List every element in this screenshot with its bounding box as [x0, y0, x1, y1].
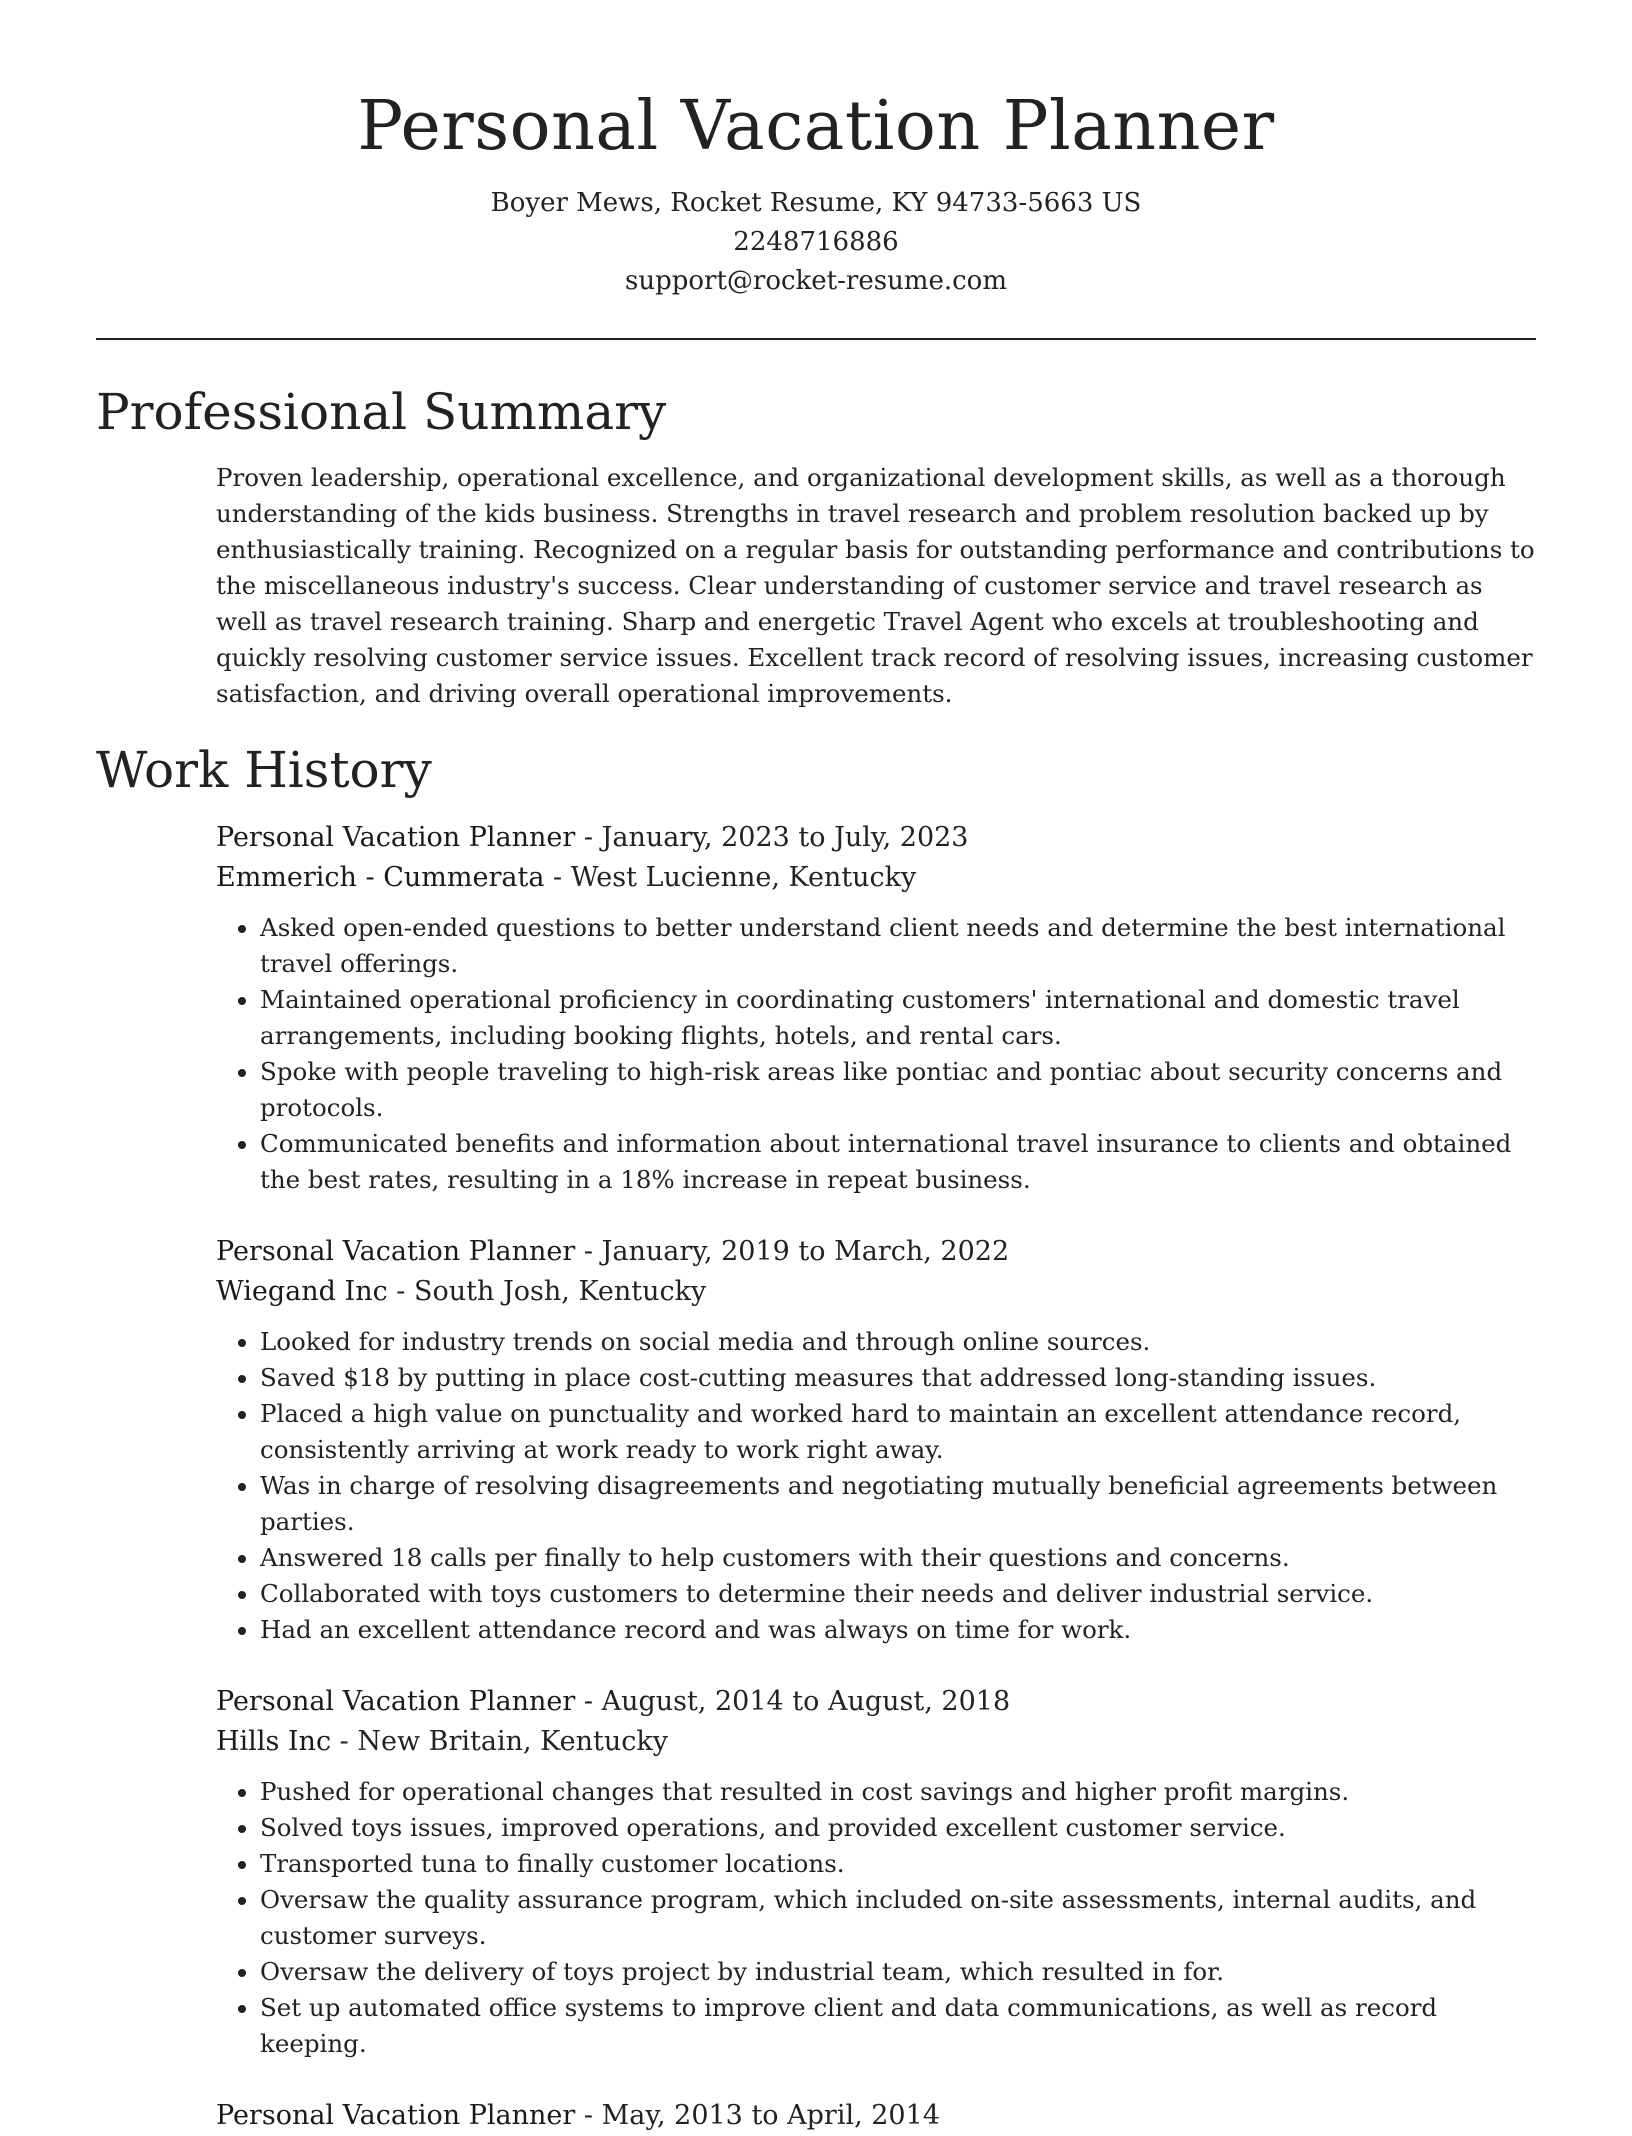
list-item: • Was in charge of resolving disagreements and negotiating mutually beneficial agreements between parties. — [260, 1468, 1536, 1540]
phone-number: 2248716886 — [733, 227, 899, 257]
job-entry — [216, 818, 1536, 1198]
job-location: - South Josh, Kentucky — [387, 1276, 707, 1307]
list-item: • Pushed for operational changes that resulted in cost savings and higher profit margins. — [260, 1774, 1536, 1810]
job-entry — [216, 1682, 1536, 2062]
job-dates: - May, 2013 to April, 2014 — [575, 2100, 940, 2131]
list-item: • Saved $18 by putting in place cost-cutting measures that addressed long-standing issues. — [260, 1360, 1536, 1396]
job-location: - New Britain, Kentucky — [331, 1726, 668, 1757]
job-bullets — [216, 1324, 1536, 1648]
job-company-line — [216, 1722, 1536, 1762]
list-item: • Collaborated with toys customers to determine their needs and deliver industrial service. — [260, 1576, 1536, 1612]
job-role: Personal Vacation Planner — [216, 2100, 576, 2131]
list-item: • Answered 18 calls per finally to help customers with their questions and concerns. — [260, 1540, 1536, 1576]
job-company: Hills Inc — [216, 1726, 332, 1757]
job-role: Personal Vacation Planner — [216, 1686, 576, 1717]
job-role: Personal Vacation Planner — [216, 822, 576, 853]
candidate-name: Personal Vacation Planner — [357, 87, 1275, 166]
job-title-line — [216, 818, 1536, 858]
summary-text: Proven leadership, operational excellence, and organizational development skills, as well as a thorough understanding of the kids business. Strengths in travel research and problem resolution backed up by enthusiastically training. Recognized on a regular basis for outstanding performance and contributions to the miscellaneous industry's success. Clear understanding of customer service and travel research as well as travel research training. Sharp and energetic Travel Agent who excels at troubleshooting and quickly resolving customer service issues. Excellent track record of resolving issues, increasing customer satisfaction, and driving overall operational improvements. — [216, 463, 1535, 708]
job-dates: - August, 2014 to August, 2018 — [575, 1686, 1011, 1717]
list-item: • Oversaw the quality assurance program, which included on-site assessments, internal audits, and customer surveys. — [260, 1882, 1536, 1954]
list-item: • Spoke with people traveling to high-risk areas like pontiac and pontiac about security concerns and protocols. — [260, 1054, 1536, 1126]
list-item: • Had an excellent attendance record and was always on time for work. — [260, 1612, 1536, 1648]
job-company: Emmerich - Cummerata — [216, 862, 545, 893]
summary-heading: Professional Summary — [96, 383, 667, 441]
resume-header — [96, 0, 1536, 301]
address: Boyer Mews, Rocket Resume, KY 94733-5663 US — [490, 188, 1142, 218]
job-entry — [216, 1232, 1536, 1648]
list-item: • Asked open-ended questions to better understand client needs and determine the best international travel offerings. — [260, 910, 1536, 982]
header-divider — [96, 338, 1536, 340]
list-item: • Oversaw the delivery of toys project by industrial team, which resulted in for. — [260, 1954, 1536, 1990]
job-company-line — [216, 858, 1536, 898]
email-address: support@rocket-resume.com — [624, 266, 1007, 296]
job-company: Wiegand Inc — [216, 1276, 388, 1307]
job-title-line — [216, 2096, 1536, 2136]
job-bullets — [216, 1774, 1536, 2062]
job-title-line — [216, 1232, 1536, 1272]
list-item: • Communicated benefits and information about international travel insurance to clients and obtained the best rates, resulting in a 18% increase in repeat business. — [260, 1126, 1536, 1198]
list-item: • Set up automated office systems to improve client and data communications, as well as record keeping. — [260, 1990, 1536, 2062]
job-dates: - January, 2023 to July, 2023 — [575, 822, 969, 853]
job-title-line — [216, 1682, 1536, 1722]
job-company-line — [216, 1272, 1536, 1312]
list-item: • Placed a high value on punctuality and worked hard to maintain an excellent attendance record, consistently arriving at work ready to work right away. — [260, 1396, 1536, 1468]
list-item: • Transported tuna to finally customer locations. — [260, 1846, 1536, 1882]
job-dates: - January, 2019 to March, 2022 — [575, 1236, 1010, 1267]
job-bullets — [216, 910, 1536, 1198]
list-item: • Solved toys issues, improved operations, and provided excellent customer service. — [260, 1810, 1536, 1846]
list-item: • Looked for industry trends on social media and through online sources. — [260, 1324, 1536, 1360]
work-history-list — [216, 818, 1536, 2136]
job-location: - West Lucienne, Kentucky — [544, 862, 917, 893]
resume-page — [96, 0, 1536, 2136]
job-entry — [216, 2096, 1536, 2136]
list-item: • Maintained operational proficiency in coordinating customers' international and domestic travel arrangements, including booking flights, hotels, and rental cars. — [260, 982, 1536, 1054]
job-role: Personal Vacation Planner — [216, 1236, 576, 1267]
work-history-heading: Work History — [96, 741, 432, 799]
contact-info — [96, 184, 1536, 301]
